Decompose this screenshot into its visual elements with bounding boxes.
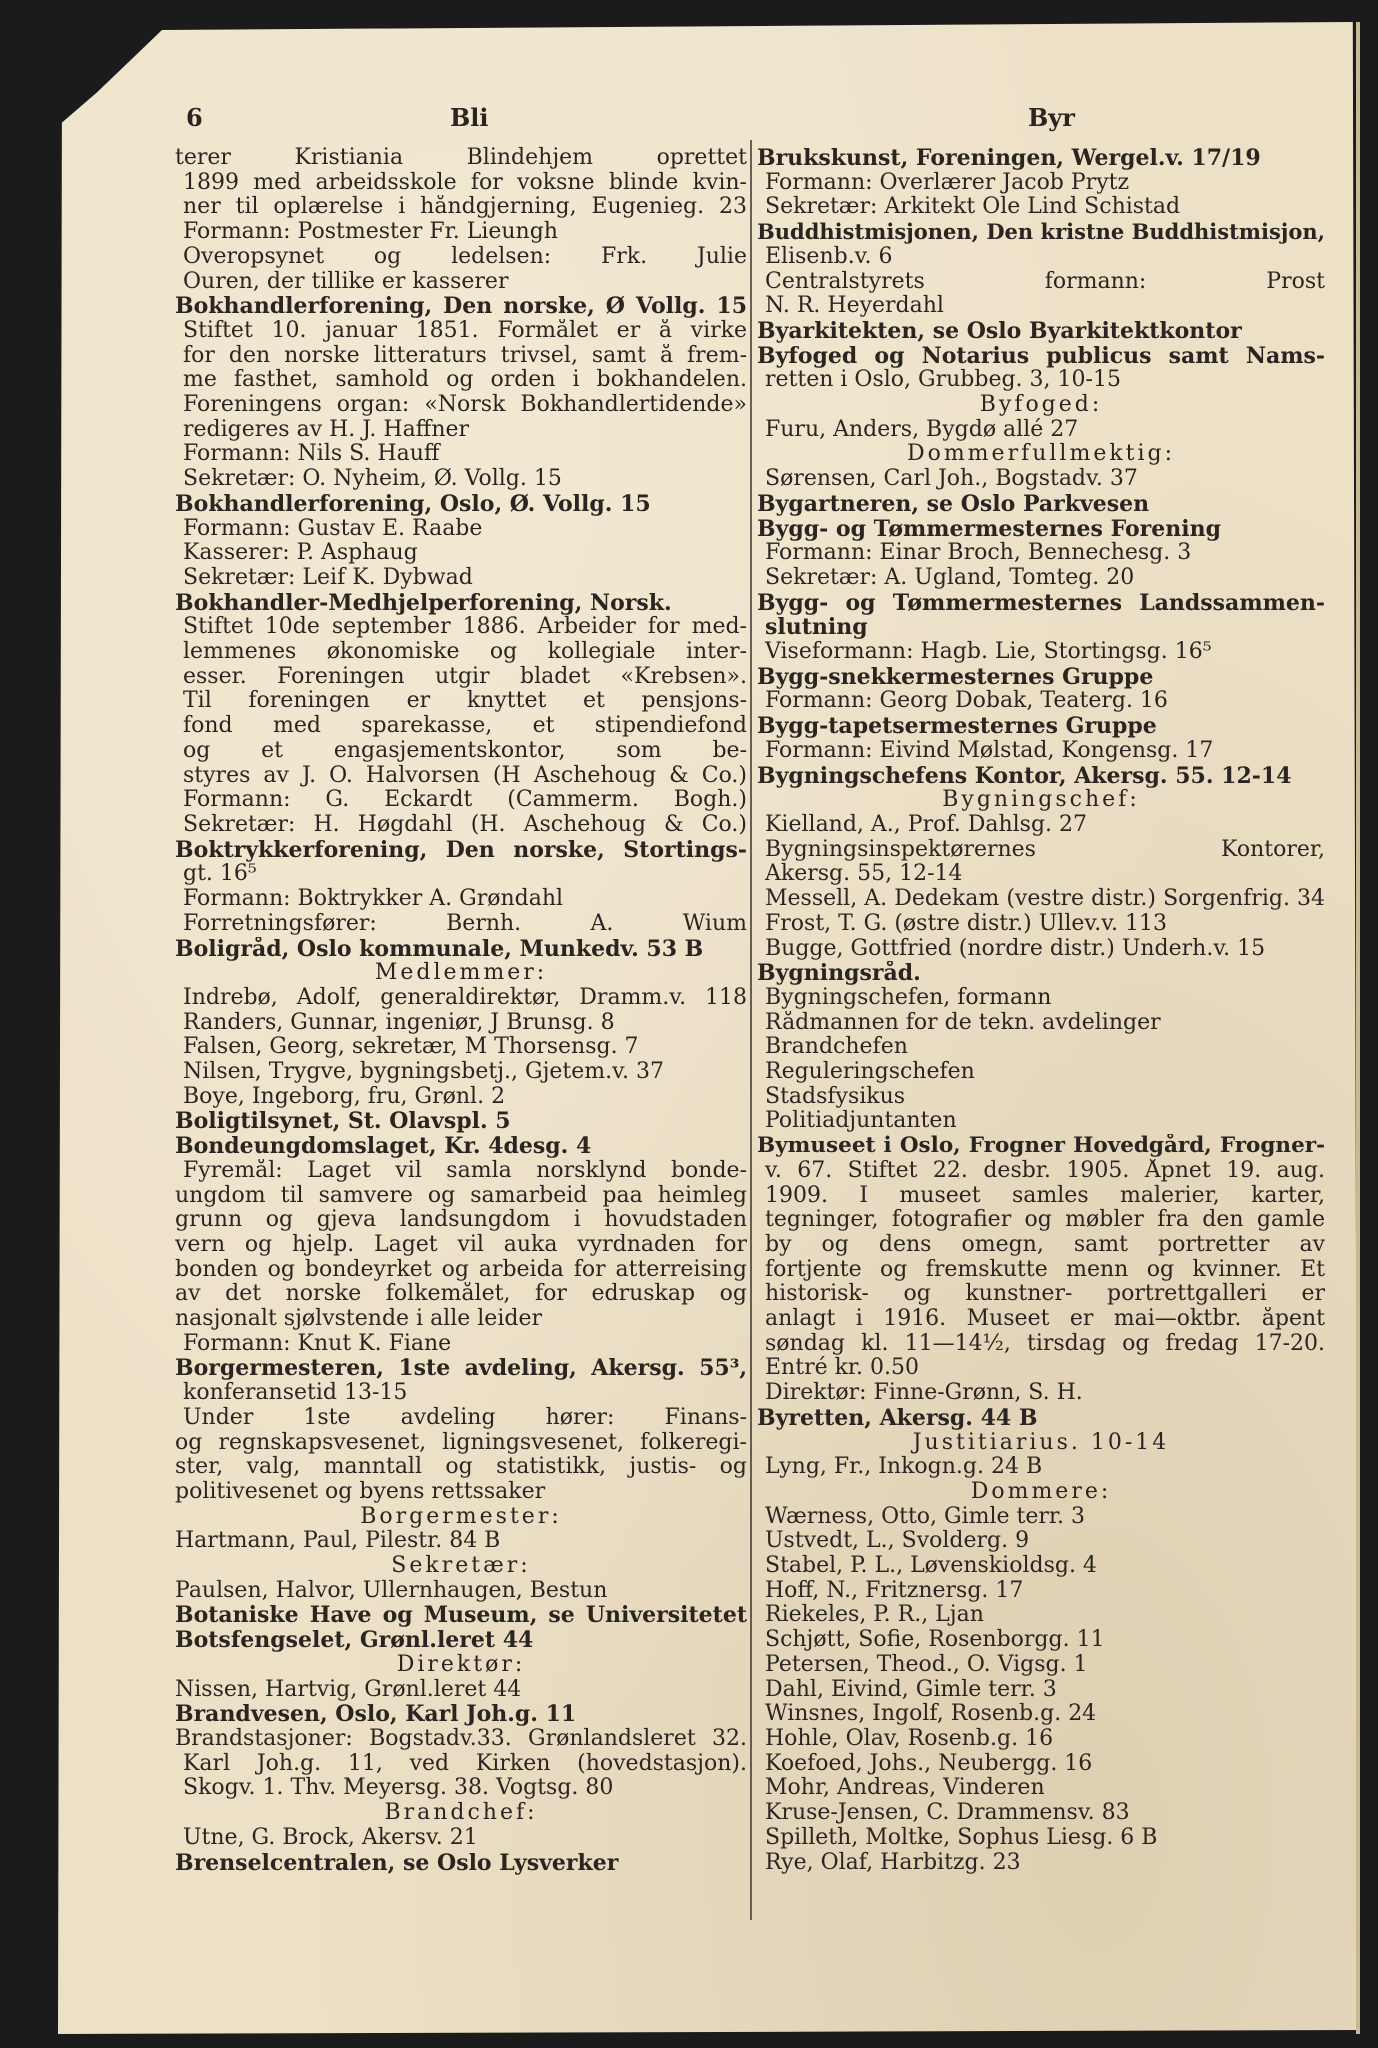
- text-line: redigeres av H. J. Haffner: [183, 417, 470, 442]
- entry-heading-line: Byarkitekten, se Oslo Byarkitektkontor: [757, 318, 1242, 344]
- text-line: Formann: G. Eckardt (Cammerm. Bogh.): [183, 788, 747, 813]
- text-line: Politiadjuntanten: [765, 1109, 957, 1134]
- text-line: Sekretær: H. Høgdahl (H. Aschehoug & Co.): [183, 812, 747, 837]
- text-line: lemmenes økonomiske og kollegiale inter-: [183, 640, 747, 665]
- entry-heading-line: Bygningschefens Kontor, Akersg. 55. 12-14: [757, 763, 1292, 789]
- text-line: Kruse-Jensen, C. Drammensv. 83: [765, 1801, 1130, 1826]
- subheading-line: Bygningschef:: [942, 788, 1140, 813]
- text-line: Frost, T. G. (østre distr.) Ullev.v. 113: [765, 911, 1167, 936]
- entry-heading-line: Byfoged og Notarius publicus samt Nams-: [757, 343, 1325, 369]
- page-fold-edge: [1356, 22, 1360, 2034]
- text-line: fond med sparekasse, et stipendiefond: [183, 714, 747, 739]
- text-line: Stadsfysikus: [765, 1084, 906, 1109]
- subheading-line: Sekretær:: [391, 1554, 531, 1579]
- text-line: Formann: Postmester Fr. Lieungh: [183, 220, 558, 245]
- text-line: Nissen, Hartvig, Grønl.leret 44: [175, 1677, 522, 1702]
- text-line: retten i Oslo, Grubbeg. 3, 10-15: [765, 368, 1121, 393]
- entry-heading-line: Bygg- og Tømmermesternes Forening: [757, 516, 1221, 542]
- text-line: Formann: Knut K. Fiane: [183, 1331, 452, 1356]
- text-line: Sekretær: O. Nyheim, Ø. Vollg. 15: [183, 467, 562, 492]
- entry-heading-line: Brenselcentralen, se Oslo Lysverker: [175, 1850, 619, 1876]
- text-line: v. 67. Stiftet 22. desbr. 1905. Åpnet 19. aug.: [765, 1158, 1325, 1183]
- text-line: Winsnes, Ingolf, Rosenb.g. 24: [765, 1702, 1097, 1727]
- text-line: Viseformann: Hagb. Lie, Stortingsg. 16⁵: [765, 640, 1212, 665]
- text-line: Akersg. 55, 12-14: [765, 862, 963, 887]
- text-line: Foreningens organ: «Norsk Bokhandlertidende»: [183, 393, 747, 418]
- text-line: Sørensen, Carl Joh., Bogstadv. 37: [765, 467, 1138, 492]
- text-line: Utne, G. Brock, Akersv. 21: [183, 1825, 478, 1850]
- text-line: nasjonalt sjølvstende i alle leider: [175, 1307, 542, 1332]
- text-line: Lyng, Fr., Inkogn.g. 24 B: [765, 1455, 1043, 1480]
- subheading-line: Justitiarius. 10-14: [912, 1430, 1170, 1455]
- text-line: av det norske folkemålet, for edruskap og: [175, 1282, 747, 1307]
- text-line: Sekretær: Leif K. Dybwad: [183, 565, 473, 590]
- text-line: Schjøtt, Sofie, Rosenborgg. 11: [765, 1628, 1105, 1653]
- subheading-line: Dommerfullmektig:: [906, 442, 1176, 467]
- entry-heading-line: Bokhandler-Medhjelperforening, Norsk.: [175, 590, 672, 616]
- subheading-line: Medlemmer:: [374, 961, 548, 986]
- text-line: Mohr, Andreas, Vinderen: [765, 1776, 1045, 1801]
- text-line: Riekeles, P. R., Ljan: [765, 1603, 984, 1628]
- text-line: Ouren, der tillike er kasserer: [183, 269, 509, 294]
- entry-heading-line: Botaniske Have og Museum, se Universitetet: [175, 1603, 747, 1629]
- text-line: 1899 med arbeidsskole for voksne blinde kvin-: [183, 170, 747, 195]
- text-line: Bugge, Gottfried (nordre distr.) Underh.v. 15: [765, 936, 1266, 961]
- text-line: Indrebø, Adolf, generaldirektør, Dramm.v. 118: [183, 985, 747, 1010]
- text-line: grunn og gjeva landsungdom i hovudstaden: [175, 1208, 747, 1233]
- column-divider: [750, 140, 752, 1920]
- entry-heading-line: Bymuseet i Oslo, Frogner Hovedgård, Frogner-: [757, 1134, 1325, 1159]
- text-line: Til foreningen er knyttet et pensjons-: [183, 689, 747, 714]
- text-line: Furu, Anders, Bygdø allé 27: [765, 417, 1079, 442]
- text-line: Messell, A. Dedekam (vestre distr.) Sorgenfrig. 34: [765, 887, 1325, 912]
- text-line: Elisenb.v. 6: [765, 244, 893, 269]
- text-line: tegninger, fotografier og møbler fra den gamle: [765, 1208, 1325, 1233]
- text-line: styres av J. O. Halvorsen (H Aschehoug & Co.): [183, 763, 747, 788]
- page-number: 6: [186, 103, 203, 132]
- text-line: Wærness, Otto, Gimle terr. 3: [765, 1504, 1085, 1529]
- text-line: Formann: Eivind Mølstad, Kongensg. 17: [765, 738, 1214, 763]
- entry-heading-line: Byretten, Akersg. 44 B: [757, 1405, 1038, 1431]
- text-line: Boye, Ingeborg, fru, Grønl. 2: [183, 1084, 506, 1109]
- text-line: Kielland, A., Prof. Dahlsg. 27: [765, 812, 1088, 837]
- text-line: Overopsynet og ledelsen: Frk. Julie: [183, 244, 747, 269]
- text-line: Hohle, Olav, Rosenb.g. 16: [765, 1727, 1054, 1751]
- text-line: Bygningschefen, formann: [765, 985, 1052, 1010]
- entry-heading-line: Brukskunst, Foreningen, Wergel.v. 17/19: [757, 146, 1261, 171]
- text-line: terer Kristiania Blindehjem oprettet: [175, 146, 747, 170]
- text-line: Stabel, P. L., Løvenskioldsg. 4: [765, 1554, 1097, 1579]
- text-line: Formann: Einar Broch, Bennechesg. 3: [765, 541, 1192, 566]
- text-line: Under 1ste avdeling hører: Finans-: [183, 1405, 747, 1430]
- text-line: Formann: Overlærer Jacob Prytz: [765, 170, 1130, 195]
- text-line: Hartmann, Paul, Pilestr. 84 B: [175, 1529, 501, 1554]
- text-line: Formann: Boktrykker A. Grøndahl: [183, 887, 564, 912]
- subheading-line: Dommere:: [970, 1479, 1112, 1504]
- text-line: Dahl, Eivind, Gimle terr. 3: [765, 1677, 1057, 1702]
- entry-heading-line: Bondeungdomslaget, Kr. 4desg. 4: [175, 1134, 592, 1159]
- subheading-line: Byfoged:: [979, 393, 1103, 418]
- text-line: Formann: Gustav E. Raabe: [183, 516, 483, 541]
- subheading-line: Borgermester:: [360, 1504, 562, 1529]
- entry-heading-line: Bokhandlerforening, Den norske, Ø Vollg. 15: [175, 294, 747, 319]
- text-line: Randers, Gunnar, ingeniør, J Brunsg. 8: [183, 1010, 615, 1035]
- text-line: by og dens omegn, samt portretter av: [765, 1232, 1325, 1257]
- entry-heading-line: Bygg-snekkermesternes Gruppe: [757, 664, 1154, 690]
- text-line: Entré kr. 0.50: [765, 1356, 919, 1381]
- text-line: Petersen, Theod., O. Vigsg. 1: [765, 1652, 1088, 1677]
- text-line: Stiftet 10. januar 1851. Formålet er å virke: [183, 318, 747, 343]
- text-line: Reguleringschefen: [765, 1060, 975, 1085]
- entry-heading-line: Bygg-tapetsermesternes Gruppe: [757, 714, 1157, 739]
- left-column: [175, 146, 747, 1875]
- text-line: Rådmannen for de tekn. avdelinger: [765, 1010, 1161, 1035]
- text-line: ster, valg, manntall og statistikk, justis- og: [175, 1455, 747, 1480]
- entry-heading-line: Bygartneren, se Oslo Parkvesen: [757, 491, 1150, 517]
- entry-heading-line: Bygg- og Tømmermesternes Landssammen-: [757, 590, 1325, 616]
- text-line: historisk- og kunstner- portrettgalleri er: [765, 1282, 1325, 1307]
- text-line: Koefoed, Johs., Neubergg. 16: [765, 1751, 1093, 1776]
- text-line: me fasthet, samhold og orden i bokhandelen.: [183, 368, 747, 393]
- right-column: [757, 146, 1325, 1875]
- text-line: Fyremål: Laget vil samla norsklynd bonde-: [183, 1158, 747, 1183]
- text-line: Forretningsfører: Bernh. A. Wium: [183, 911, 747, 936]
- text-line: Spilleth, Moltke, Sophus Liesg. 6 B: [765, 1825, 1158, 1850]
- text-line: og regnskapsvesenet, ligningsvesenet, folkeregi-: [175, 1430, 747, 1455]
- subheading-line: Direktør:: [396, 1652, 526, 1677]
- left-running-head: Bli: [450, 103, 489, 132]
- text-line: anlagt i 1916. Museet er mai—oktbr. åpent: [765, 1307, 1325, 1332]
- entry-heading-line: slutning: [765, 615, 868, 641]
- text-line: Ustvedt, L., Svolderg. 9: [765, 1529, 1030, 1554]
- text-line: Bygningsinspektørernes Kontorer,: [765, 837, 1325, 862]
- text-line: fortjente og fremskutte menn og kvinner. Et: [765, 1257, 1325, 1282]
- subheading-line: Brandchef:: [384, 1801, 538, 1826]
- text-line: konferansetid 13-15: [183, 1381, 408, 1406]
- text-line: Kasserer: P. Asphaug: [183, 541, 418, 566]
- text-line: ungdom til samvere og samarbeid paa heimleg: [175, 1183, 747, 1208]
- text-line: bonden og bondeyrket og arbeida for atterreising: [175, 1257, 747, 1282]
- text-line: Direktør: Finne-Grønn, S. H.: [765, 1381, 1083, 1406]
- text-line: ner til oplærelse i håndgjerning, Eugenieg. 23: [183, 195, 747, 220]
- text-line: og et engasjementskontor, som be-: [183, 738, 747, 763]
- text-line: Sekretær: A. Ugland, Tomteg. 20: [765, 565, 1135, 590]
- text-line: Skogv. 1. Thv. Meyersg. 38. Vogtsg. 80: [183, 1776, 614, 1801]
- text-line: søndag kl. 11—14½, tirsdag og fredag 17-20.: [765, 1331, 1325, 1356]
- entry-heading-line: Brandvesen, Oslo, Karl Joh.g. 11: [175, 1702, 577, 1727]
- text-line: for den norske litteraturs trivsel, samt å frem-: [183, 343, 747, 368]
- text-line: Hoff, N., Fritznersg. 17: [765, 1578, 1024, 1603]
- text-line: Sekretær: Arkitekt Ole Lind Schistad: [765, 195, 1181, 220]
- right-running-head: Byr: [1028, 103, 1075, 132]
- entry-heading-line: Boktrykkerforening, Den norske, Stortings-: [175, 837, 747, 863]
- text-line: Falsen, Georg, sekretær, M Thorsensg. 7: [183, 1035, 639, 1060]
- text-line: Formann: Nils S. Hauff: [183, 442, 440, 467]
- entry-heading-line: Botsfengselet, Grønl.leret 44: [175, 1628, 534, 1653]
- entry-heading-line: Bygningsråd.: [757, 961, 921, 986]
- entry-heading-line: Bokhandlerforening, Oslo, Ø. Vollg. 15: [175, 491, 651, 517]
- text-line: politivesenet og byens rettssaker: [175, 1479, 546, 1504]
- text-line: Karl Joh.g. 11, ved Kirken (hovedstasjon).: [183, 1751, 747, 1776]
- entry-heading-line: Boligråd, Oslo kommunale, Munkedv. 53 B: [175, 936, 704, 962]
- text-line: Stiftet 10de september 1886. Arbeider for med-: [183, 615, 747, 640]
- entry-heading-line: Boligtilsynet, St. Olavspl. 5: [175, 1109, 511, 1135]
- text-line: N. R. Heyerdahl: [765, 294, 944, 319]
- text-line: Paulsen, Halvor, Ullernhaugen, Bestun: [175, 1578, 608, 1603]
- text-line: gt. 16⁵: [183, 862, 257, 887]
- text-line: Brandchefen: [765, 1035, 908, 1060]
- text-line: esser. Foreningen utgir bladet «Krebsen».: [183, 664, 747, 689]
- entry-heading-line: Buddhistmisjonen, Den kristne Buddhistmisjon,: [757, 220, 1325, 245]
- text-line: Rye, Olaf, Harbitzg. 23: [765, 1850, 1021, 1875]
- text-line: Nilsen, Trygve, bygningsbetj., Gjetem.v. 37: [183, 1060, 664, 1085]
- entry-heading-line: Borgermesteren, 1ste avdeling, Akersg. 55³,: [175, 1356, 747, 1382]
- text-line: Centralstyrets formann: Prost: [765, 269, 1325, 294]
- text-line: Formann: Georg Dobak, Teaterg. 16: [765, 689, 1168, 714]
- text-line: vern og hjelp. Laget vil auka vyrdnaden for: [175, 1232, 747, 1257]
- text-line: Brandstasjoner: Bogstadv.33. Grønlandsleret 32.: [175, 1727, 747, 1751]
- text-line: 1909. I museet samles malerier, karter,: [765, 1183, 1325, 1208]
